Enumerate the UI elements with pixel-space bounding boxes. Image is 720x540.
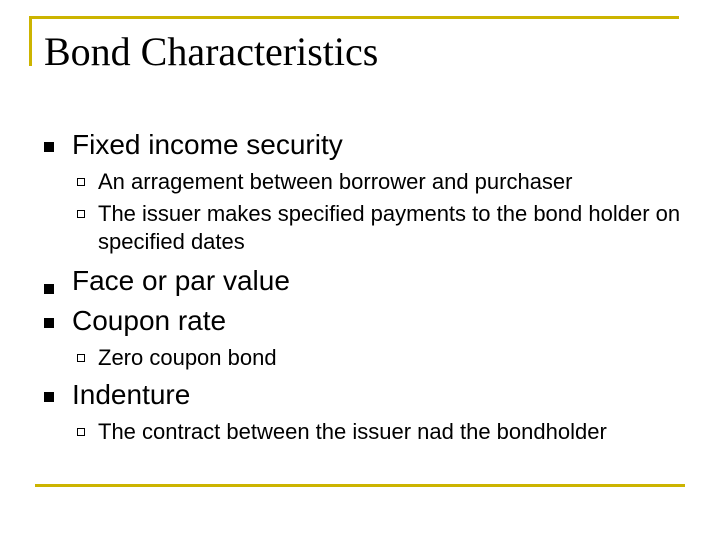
bullet-item-face-value: Face or par value [72,265,290,296]
slide-title: Bond Characteristics [44,29,379,74]
square-bullet-icon [44,392,54,402]
bullet-item-fixed-income: Fixed income security [72,129,343,160]
subitem-zero-coupon: Zero coupon bond [98,345,277,370]
frame-bottom-line [35,484,685,487]
subitem-contract: The contract between the issuer nad the bondholder [98,419,607,444]
square-bullet-icon [44,318,54,328]
frame-top-line [29,16,679,19]
frame-left-line [29,16,32,66]
hollow-square-bullet-icon [77,210,85,218]
square-bullet-icon [44,142,54,152]
bullet-item-indenture: Indenture [72,379,191,410]
bullet-item-coupon-rate: Coupon rate [72,305,227,336]
subitem-arrangement: An arragement between borrower and purchaser [98,169,573,194]
square-bullet-icon [44,284,54,294]
hollow-square-bullet-icon [77,428,85,436]
hollow-square-bullet-icon [77,178,85,186]
hollow-square-bullet-icon [77,354,85,362]
subitem-specified-payments: The issuer makes specified payments to the bond holder on specified dates [98,201,681,254]
